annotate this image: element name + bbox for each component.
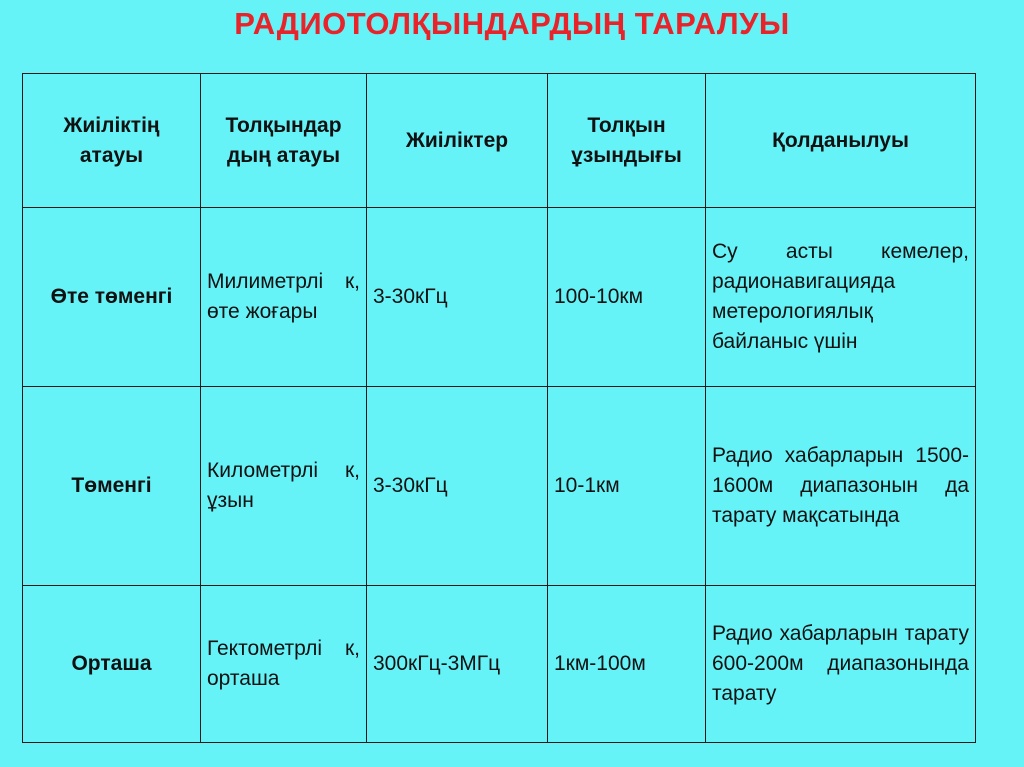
row-frequency-name: Өте төменгі	[23, 208, 201, 387]
header-wave-name: Толқындар дың атауы	[201, 74, 367, 208]
row-frequencies: 3-30кГц	[367, 208, 548, 387]
row-wave-name: Милиметрлі к, өте жоғары	[201, 208, 367, 387]
row-usage: Радио хабарларын тарату 600-200м диапазонында тарату	[706, 586, 976, 743]
table-header-row	[23, 74, 976, 208]
table-row	[23, 208, 976, 387]
row-frequency-name: Орташа	[23, 586, 201, 743]
row-frequency-name: Төменгі	[23, 387, 201, 586]
header-frequency-name: Жиіліктің атауы	[23, 74, 201, 208]
row-wavelength: 10-1км	[548, 387, 706, 586]
header-usage: Қолданылуы	[706, 74, 976, 208]
row-wavelength: 100-10км	[548, 208, 706, 387]
table-row	[23, 586, 976, 743]
radio-waves-table	[22, 73, 976, 743]
row-usage: Радио хабарларын 1500- 1600м диапазонын да тарату мақсатында	[706, 387, 976, 586]
row-wave-name: Километрлі к, ұзын	[201, 387, 367, 586]
header-frequencies: Жиіліктер	[367, 74, 548, 208]
row-wavelength: 1км-100м	[548, 586, 706, 743]
row-frequencies: 3-30кГц	[367, 387, 548, 586]
row-usage: Су асты кемелер, радионавигацияда метерологиялық байланыс үшін	[706, 208, 976, 387]
row-wave-name: Гектометрлі к, орташа	[201, 586, 367, 743]
page-title: РАДИОТОЛҚЫНДАРДЫҢ ТАРАЛУЫ	[234, 6, 790, 41]
table-row	[23, 387, 976, 586]
row-frequencies: 300кГц-3МГц	[367, 586, 548, 743]
header-wavelength: Толқын ұзындығы	[548, 74, 706, 208]
